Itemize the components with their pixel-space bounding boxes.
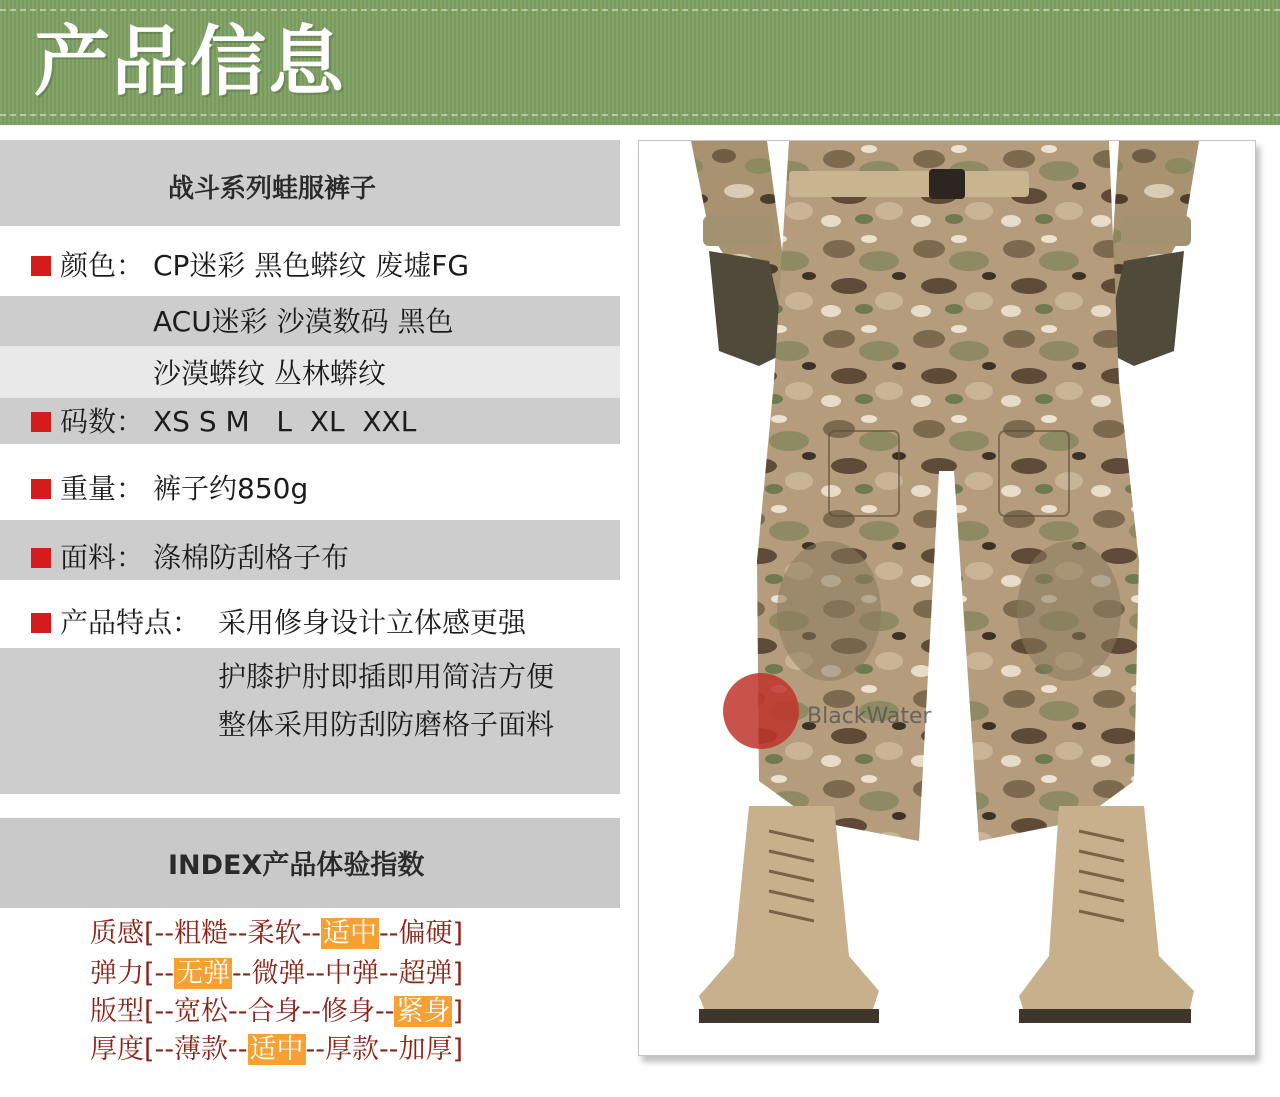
index-row-thickness [90,1032,463,1068]
size-value: XS S M L XL XXL [153,405,417,438]
feature-value-1: 采用修身设计立体感更强 [218,606,527,639]
weight-label: 重量： [60,472,145,505]
feature-value-2: 护膝护肘即插即用简洁方便 [218,660,555,693]
fabric-value: 涤棉防刮格子布 [153,541,350,574]
color-label: 颜色： [60,249,145,282]
header-banner [0,0,1280,125]
bullet-icon [31,479,51,499]
bullet-icon [31,548,51,568]
watermark-brand: BlackWater [807,704,932,729]
index-highlight: 紧身 [396,996,451,1027]
product-name: 战斗系列蛙服裤子 [168,174,377,204]
index-text: 弹力[-- [90,958,175,989]
color-value-2: ACU迷彩 沙漠数码 黑色 [153,305,454,338]
banner-title: 产品信息 [34,17,346,106]
color-value-3: 沙漠蟒纹 丛林蟒纹 [153,357,386,390]
index-row-fit [90,994,463,1030]
size-label: 码数： [60,405,145,438]
index-text: --偏硬] [379,918,464,949]
index-text: --厚款--加厚] [305,1034,464,1065]
bullet-icon [31,412,51,432]
index-text: ] [452,996,464,1027]
fabric-label: 面料： [60,541,145,574]
color-value-1: CP迷彩 黑色蟒纹 废墟FG [153,249,470,282]
weight-value: 裤子约850g [153,472,309,505]
index-text: 厚度[--薄款-- [90,1034,248,1065]
feature-label: 产品特点： [60,606,201,639]
index-text: 版型[--宽松--合身--修身-- [90,996,395,1027]
index-highlight: 适中 [323,918,377,949]
feature-value-3: 整体采用防刮防磨格子面料 [218,708,555,741]
index-row-elasticity [90,956,463,992]
camo-pants-illustration [639,141,1255,1055]
watermark-seal-icon [723,673,799,749]
index-title: INDEX产品体验指数 [168,850,425,881]
product-photo [638,140,1256,1056]
index-row-texture [90,916,463,952]
bullet-icon [31,613,51,633]
index-highlight: 无弹 [176,958,231,989]
index-text: 质感[--粗糙--柔软-- [90,918,321,949]
index-highlight: 适中 [249,1034,304,1065]
bullet-icon [31,256,51,276]
index-text: --微弹--中弹--超弹] [232,958,464,989]
